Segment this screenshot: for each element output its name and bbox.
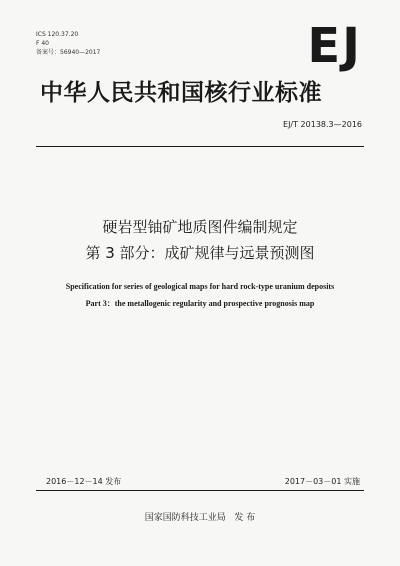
implementation-date: 2017－03－01 实施 <box>284 477 360 486</box>
standard-number: EJ/T 20138.3—2016 <box>283 120 362 129</box>
title-english-line-1: Specification for series of geological maps for hard rock-type uranium deposits <box>65 282 335 291</box>
title-english-line-2: Part 3：the metallogenic regularity and prospective prognosis map <box>85 299 315 308</box>
title-chinese-line-2: 第 3 部分：成矿规律与远景预测图 <box>85 244 315 262</box>
publisher: 国家国防科技工业局 发 布 <box>144 513 256 523</box>
classification-codes <box>36 30 100 57</box>
title-chinese-line-1: 硬岩型铀矿地质图件编制规定 <box>102 218 298 236</box>
filing-number: 备案号：56940—2017 <box>36 49 101 56</box>
top-divider <box>36 146 364 147</box>
ej-logo: EJ <box>307 18 362 74</box>
bottom-divider <box>36 490 364 491</box>
ics-code: ICS 120.37.20 <box>36 31 79 38</box>
issue-date: 2016－12－14 发布 <box>46 477 122 486</box>
standard-category-title: 中华人民共和国核行业标准 <box>40 80 322 106</box>
ccs-code: F 40 <box>36 40 49 47</box>
